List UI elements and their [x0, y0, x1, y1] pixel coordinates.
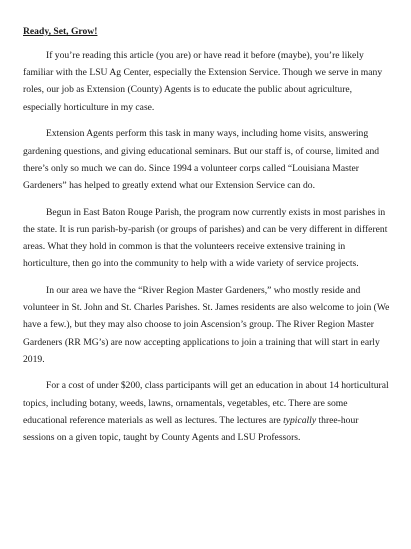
paragraph-4-text: In our area we have the “River Region Master Gardeners,” who mostly reside and volunteer in St. John and St. Charles Parishes. St. James residents are also welcome to join (We have a few.), but they may also choose to join Ascension’s group. The River Region Master Gardeners (RR MG’s) are now accepting applications to join a training that will start in early 2019. [23, 284, 390, 365]
article-title: Ready, Set, Grow! [23, 26, 98, 37]
paragraph-5-emphasis: typically [283, 414, 317, 426]
paragraph-5-text-a: For a cost of under $200, class participants will get an education in about 14 horticultural topics, including botany, weeds, lawns, ornamentals, vegetables, etc. There are some educational reference materials as well as lectures. The lectures are [23, 380, 389, 426]
paragraph-1-text: If you’re reading this article (you are) or have read it before (maybe), you’re likely familiar with the LSU Ag Center, especially the Extension Service. Though we serve in many roles, our job as Extension (County) Agents is to educate the public about agriculture, especially horticulture in my case. [23, 50, 383, 113]
paragraph-1 [23, 47, 391, 116]
paragraph-5 [23, 377, 391, 446]
paragraph-4 [23, 282, 391, 368]
paragraph-3 [23, 204, 391, 273]
paragraph-3-text: Begun in East Baton Rouge Parish, the program now currently exists in most parishes in the state. It is run parish-by-parish (or groups of parishes) and can be very different in different areas. What they hold in common is that the volunteers receive extensive training in horticulture, then go into the community to help with a wide variety of service projects. [23, 206, 388, 270]
paragraph-5-text-b: three-hour sessions on a given topic, taught by County Agents and LSU Professors. [23, 414, 359, 444]
paragraph-2-text: Extension Agents perform this task in many ways, including home visits, answering gardening questions, and giving educational seminars. But our staff is, of course, limited and there’s only so much we can do. Since 1994 a volunteer corps called “Louisiana Master Gardeners” has helped to greatly extend what our Extension Service can do. [23, 128, 380, 191]
paragraph-2 [23, 125, 391, 194]
